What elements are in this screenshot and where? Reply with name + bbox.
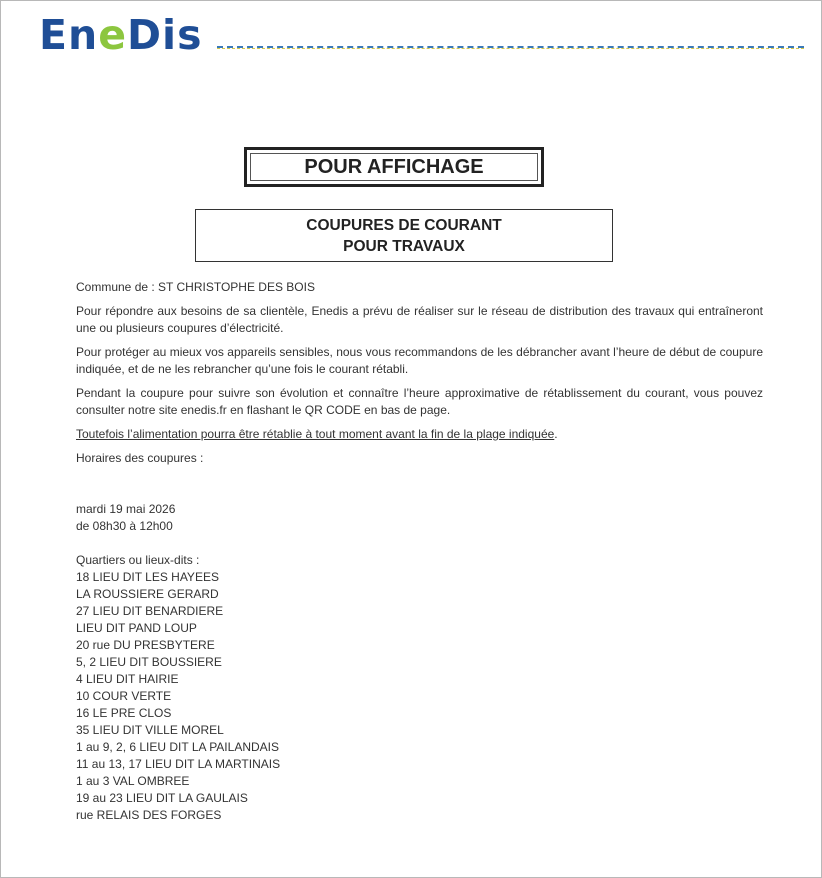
- banner-label: POUR AFFICHAGE: [304, 155, 484, 178]
- advice-paragraph: Pour protéger au mieux vos appareils sensibles, nous vous recommandons de les débrancher avant l’heure de début de coupure indiquée, et de ne les rebrancher qu’une fois le courant rétabli.: [76, 345, 763, 376]
- notice-title-line-1: COUPURES DE COURANT: [306, 216, 502, 234]
- place-item: 4 LIEU DIT HAIRIE: [76, 672, 179, 686]
- place-item: 11 au 13, 17 LIEU DIT LA MARTINAIS: [76, 757, 281, 771]
- place-item: 16 LE PRE CLOS: [76, 706, 172, 720]
- place-item: 1 au 3 VAL OMBREE: [76, 774, 190, 788]
- warning-period: .: [554, 427, 558, 441]
- outage-date: mardi 19 mai 2026: [76, 502, 176, 516]
- logo-text-dis: Dis: [127, 11, 203, 59]
- schedule-label: Horaires des coupures :: [76, 451, 204, 465]
- notice-title-box: [195, 209, 613, 262]
- place-item: 18 LIEU DIT LES HAYEES: [76, 570, 219, 584]
- outage-time-range: de 08h30 à 12h00: [76, 519, 173, 533]
- warning-line: [76, 426, 763, 443]
- place-item: 5, 2 LIEU DIT BOUSSIERE: [76, 655, 222, 669]
- warning-text: Toutefois l’alimentation pourra être rétablie à tout moment avant la fin de la plage indiquée: [76, 427, 555, 441]
- notice-title-line-2: POUR TRAVAUX: [343, 237, 465, 255]
- place-item: 10 COUR VERTE: [76, 689, 172, 703]
- place-item: 27 LIEU DIT BENARDIERE: [76, 604, 224, 618]
- place-item: rue RELAIS DES FORGES: [76, 808, 222, 822]
- header-divider-line-accent: [217, 48, 804, 49]
- tracking-paragraph: Pendant la coupure pour suivre son évolution et connaître l’heure approximative de rétablissement du courant, vous pouvez consulter notre site enedis.fr en flashant le QR CODE en bas de page.: [76, 386, 763, 417]
- place-item: 1 au 9, 2, 6 LIEU DIT LA PAILANDAIS: [76, 740, 279, 754]
- logo-text-e: e: [98, 11, 128, 59]
- place-item: LA ROUSSIERE GERARD: [76, 587, 219, 601]
- enedis-logo: [39, 13, 203, 57]
- place-item: 20 rue DU PRESBYTERE: [76, 638, 215, 652]
- logo-text-en: En: [39, 11, 99, 59]
- commune-line: Commune de : ST CHRISTOPHE DES BOIS: [76, 280, 315, 294]
- place-item: 19 au 23 LIEU DIT LA GAULAIS: [76, 791, 248, 805]
- places-label: Quartiers ou lieux-dits :: [76, 553, 200, 567]
- notice-content: [76, 279, 763, 824]
- pour-affichage-banner: [244, 147, 544, 187]
- places-list: [76, 569, 763, 824]
- intro-paragraph: Pour répondre aux besoins de sa clientèle, Enedis a prévu de réaliser sur le réseau de distribution des travaux qui entraîneront une ou plusieurs coupures d’électricité.: [76, 304, 763, 335]
- place-item: 35 LIEU DIT VILLE MOREL: [76, 723, 224, 737]
- place-item: LIEU DIT PAND LOUP: [76, 621, 197, 635]
